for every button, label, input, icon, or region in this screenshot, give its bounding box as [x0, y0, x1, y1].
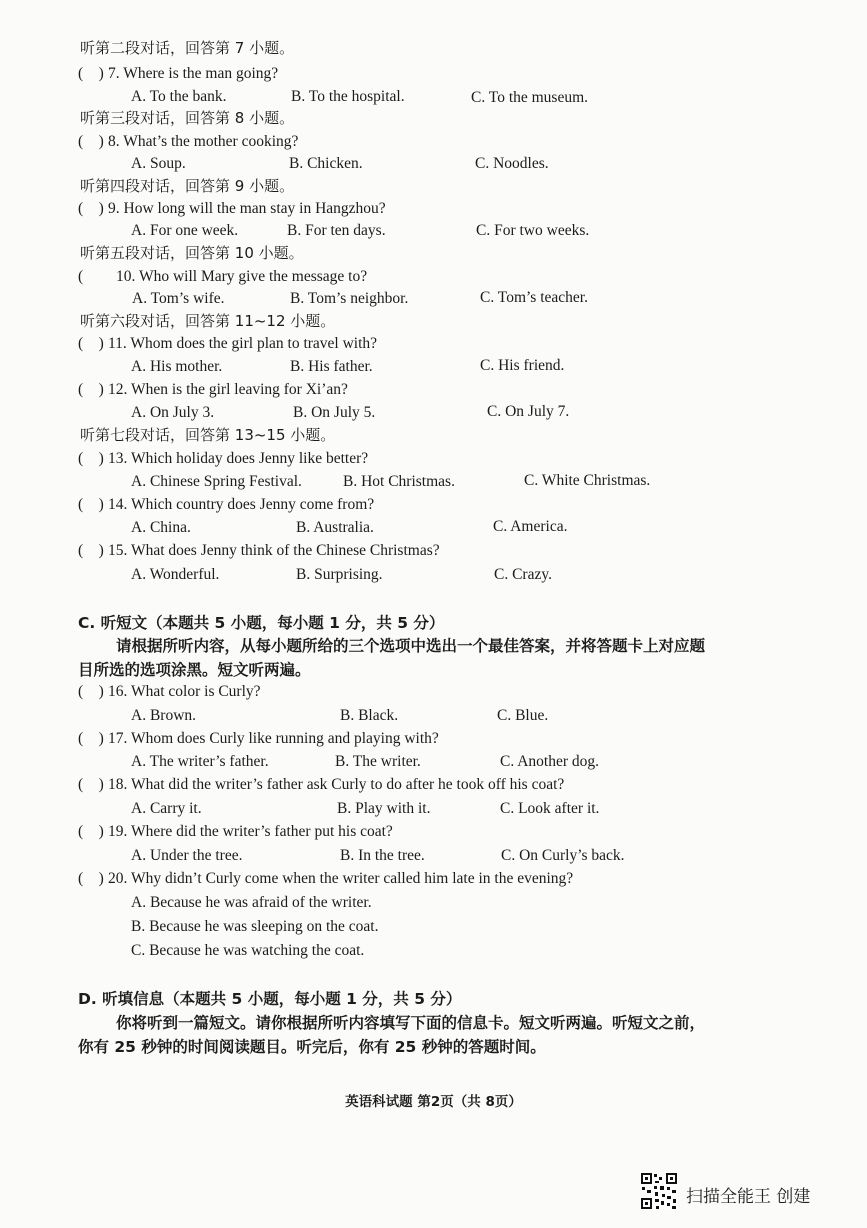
option-a: A. China.	[131, 519, 191, 536]
question-11	[78, 334, 377, 354]
option-b: B. Tom’s neighbor.	[290, 290, 409, 307]
question-text: 10. Who will Mary give the message to?	[116, 268, 368, 285]
answer-blank[interactable]: ( )	[78, 542, 104, 559]
answer-blank[interactable]: ( )	[78, 683, 104, 700]
option-b: B. The writer.	[335, 753, 421, 770]
question-text: 16. What color is Curly?	[108, 683, 261, 700]
option-a: A. Wonderful.	[131, 566, 220, 583]
option-b: B. In the tree.	[340, 847, 425, 864]
option-c: C. Crazy.	[494, 566, 552, 583]
dialogue-header: 听第五段对话，回答第 10 小题。	[80, 244, 304, 262]
answer-blank[interactable]: ( )	[78, 450, 104, 467]
page-footer: 英语科试题 第2页（共 8页）	[345, 1094, 522, 1110]
question-text: 15. What does Jenny think of the Chinese Christmas?	[108, 542, 440, 559]
dialogue-header: 听第六段对话，回答第 11~12 小题。	[80, 312, 336, 330]
option-b: B. For ten days.	[287, 222, 386, 239]
option-a: A. On July 3.	[131, 404, 215, 421]
question-text: 8. What’s the mother cooking?	[108, 133, 299, 150]
option-a: A. Under the tree.	[131, 847, 243, 864]
answer-blank[interactable]: (	[78, 268, 84, 285]
option-c: C. White Christmas.	[524, 472, 651, 489]
option-b: B. Surprising.	[296, 566, 383, 583]
option-b: B. Black.	[340, 707, 399, 724]
option-a: A. Chinese Spring Festival.	[131, 473, 302, 490]
option-c: C. Look after it.	[500, 800, 600, 817]
answer-blank[interactable]: ( )	[78, 823, 104, 840]
option-b: B. His father.	[290, 358, 373, 375]
question-19	[78, 822, 393, 842]
option-a: A. Tom’s wife.	[132, 290, 225, 307]
section-d-title: D. 听填信息（本题共 5 小题，每小题 1 分，共 5 分）	[78, 990, 462, 1008]
option-c: C. Because he was watching the coat.	[131, 942, 365, 959]
option-c: C. On Curly’s back.	[501, 847, 625, 864]
section-d-instruction: 你有 25 秒钟的时间阅读题目。听完后，你有 25 秒钟的答题时间。	[78, 1038, 546, 1056]
dialogue-header: 听第二段对话，回答第 7 小题。	[80, 39, 295, 57]
question-15	[78, 541, 440, 561]
question-16	[78, 682, 261, 702]
question-text: 11. Whom does the girl plan to travel with?	[108, 335, 378, 352]
option-c: C. To the museum.	[471, 89, 589, 106]
section-c-instruction: 目所选的选项涂黑。短文听两遍。	[78, 661, 311, 679]
question-text: 19. Where did the writer’s father put his coat?	[108, 823, 393, 840]
section-c-instruction: 请根据所听内容，从每小题所给的三个选项中选出一个最佳答案，并将答题卡上对应题	[116, 637, 706, 655]
question-text: 17. Whom does Curly like running and playing with?	[108, 730, 439, 747]
option-a: A. Carry it.	[131, 800, 202, 817]
section-d-instruction: 你将听到一篇短文。请你根据所听内容填写下面的信息卡。短文听两遍。听短文之前，	[116, 1014, 706, 1032]
option-a: A. Brown.	[131, 707, 197, 724]
question-7	[78, 64, 278, 84]
option-a: A. For one week.	[131, 222, 239, 239]
option-a: A. Because he was afraid of the writer.	[131, 894, 372, 911]
option-b: B. Australia.	[296, 519, 374, 536]
answer-blank[interactable]: ( )	[78, 133, 104, 150]
option-b: B. Play with it.	[337, 800, 431, 817]
dialogue-header: 听第三段对话，回答第 8 小题。	[80, 109, 295, 127]
question-10	[78, 267, 367, 287]
option-b: B. Hot Christmas.	[343, 473, 455, 490]
option-b: B. Chicken.	[289, 155, 363, 172]
option-a: A. His mother.	[131, 358, 223, 375]
option-b: B. Because he was sleeping on the coat.	[131, 918, 379, 935]
option-a: A. Soup.	[131, 155, 186, 172]
option-c: C. Another dog.	[500, 753, 600, 770]
answer-blank[interactable]: ( )	[78, 65, 104, 82]
answer-blank[interactable]: ( )	[78, 870, 104, 887]
question-text: 9. How long will the man stay in Hangzhou?	[108, 200, 386, 217]
option-c: C. Blue.	[497, 707, 549, 724]
answer-blank[interactable]: ( )	[78, 381, 104, 398]
question-text: 18. What did the writer’s father ask Curly to do after he took off his coat?	[108, 776, 565, 793]
option-c: C. His friend.	[480, 357, 565, 374]
question-17	[78, 729, 439, 749]
answer-blank[interactable]: ( )	[78, 776, 104, 793]
question-text: 20. Why didn’t Curly come when the writer called him late in the evening?	[108, 870, 574, 887]
option-c: C. For two weeks.	[476, 222, 590, 239]
answer-blank[interactable]: ( )	[78, 496, 104, 513]
watermark-text: 扫描全能王 创建	[686, 1187, 811, 1207]
answer-blank[interactable]: ( )	[78, 730, 104, 747]
question-text: 14. Which country does Jenny come from?	[108, 496, 375, 513]
answer-blank[interactable]: ( )	[78, 335, 104, 352]
question-12	[78, 380, 348, 400]
question-9	[78, 199, 386, 219]
question-8	[78, 132, 298, 152]
question-text: 7. Where is the man going?	[108, 65, 279, 82]
option-c: C. Tom’s teacher.	[480, 289, 588, 306]
answer-blank[interactable]: ( )	[78, 200, 104, 217]
question-14	[78, 495, 374, 515]
option-c: C. On July 7.	[487, 403, 570, 420]
option-a: A. The writer’s father.	[131, 753, 269, 770]
option-a: A. To the bank.	[131, 88, 227, 105]
question-text: 13. Which holiday does Jenny like better?	[108, 450, 369, 467]
qr-code-icon	[640, 1172, 678, 1210]
dialogue-header: 听第七段对话，回答第 13~15 小题。	[80, 426, 336, 444]
option-b: B. On July 5.	[293, 404, 376, 421]
option-c: C. Noodles.	[475, 155, 549, 172]
question-20	[78, 869, 573, 889]
question-text: 12. When is the girl leaving for Xi’an?	[108, 381, 348, 398]
option-c: C. America.	[493, 518, 568, 535]
dialogue-header: 听第四段对话，回答第 9 小题。	[80, 177, 295, 195]
question-18	[78, 775, 564, 795]
section-c-title: C. 听短文（本题共 5 小题，每小题 1 分，共 5 分）	[78, 614, 445, 632]
option-b: B. To the hospital.	[291, 88, 405, 105]
question-13	[78, 449, 368, 469]
